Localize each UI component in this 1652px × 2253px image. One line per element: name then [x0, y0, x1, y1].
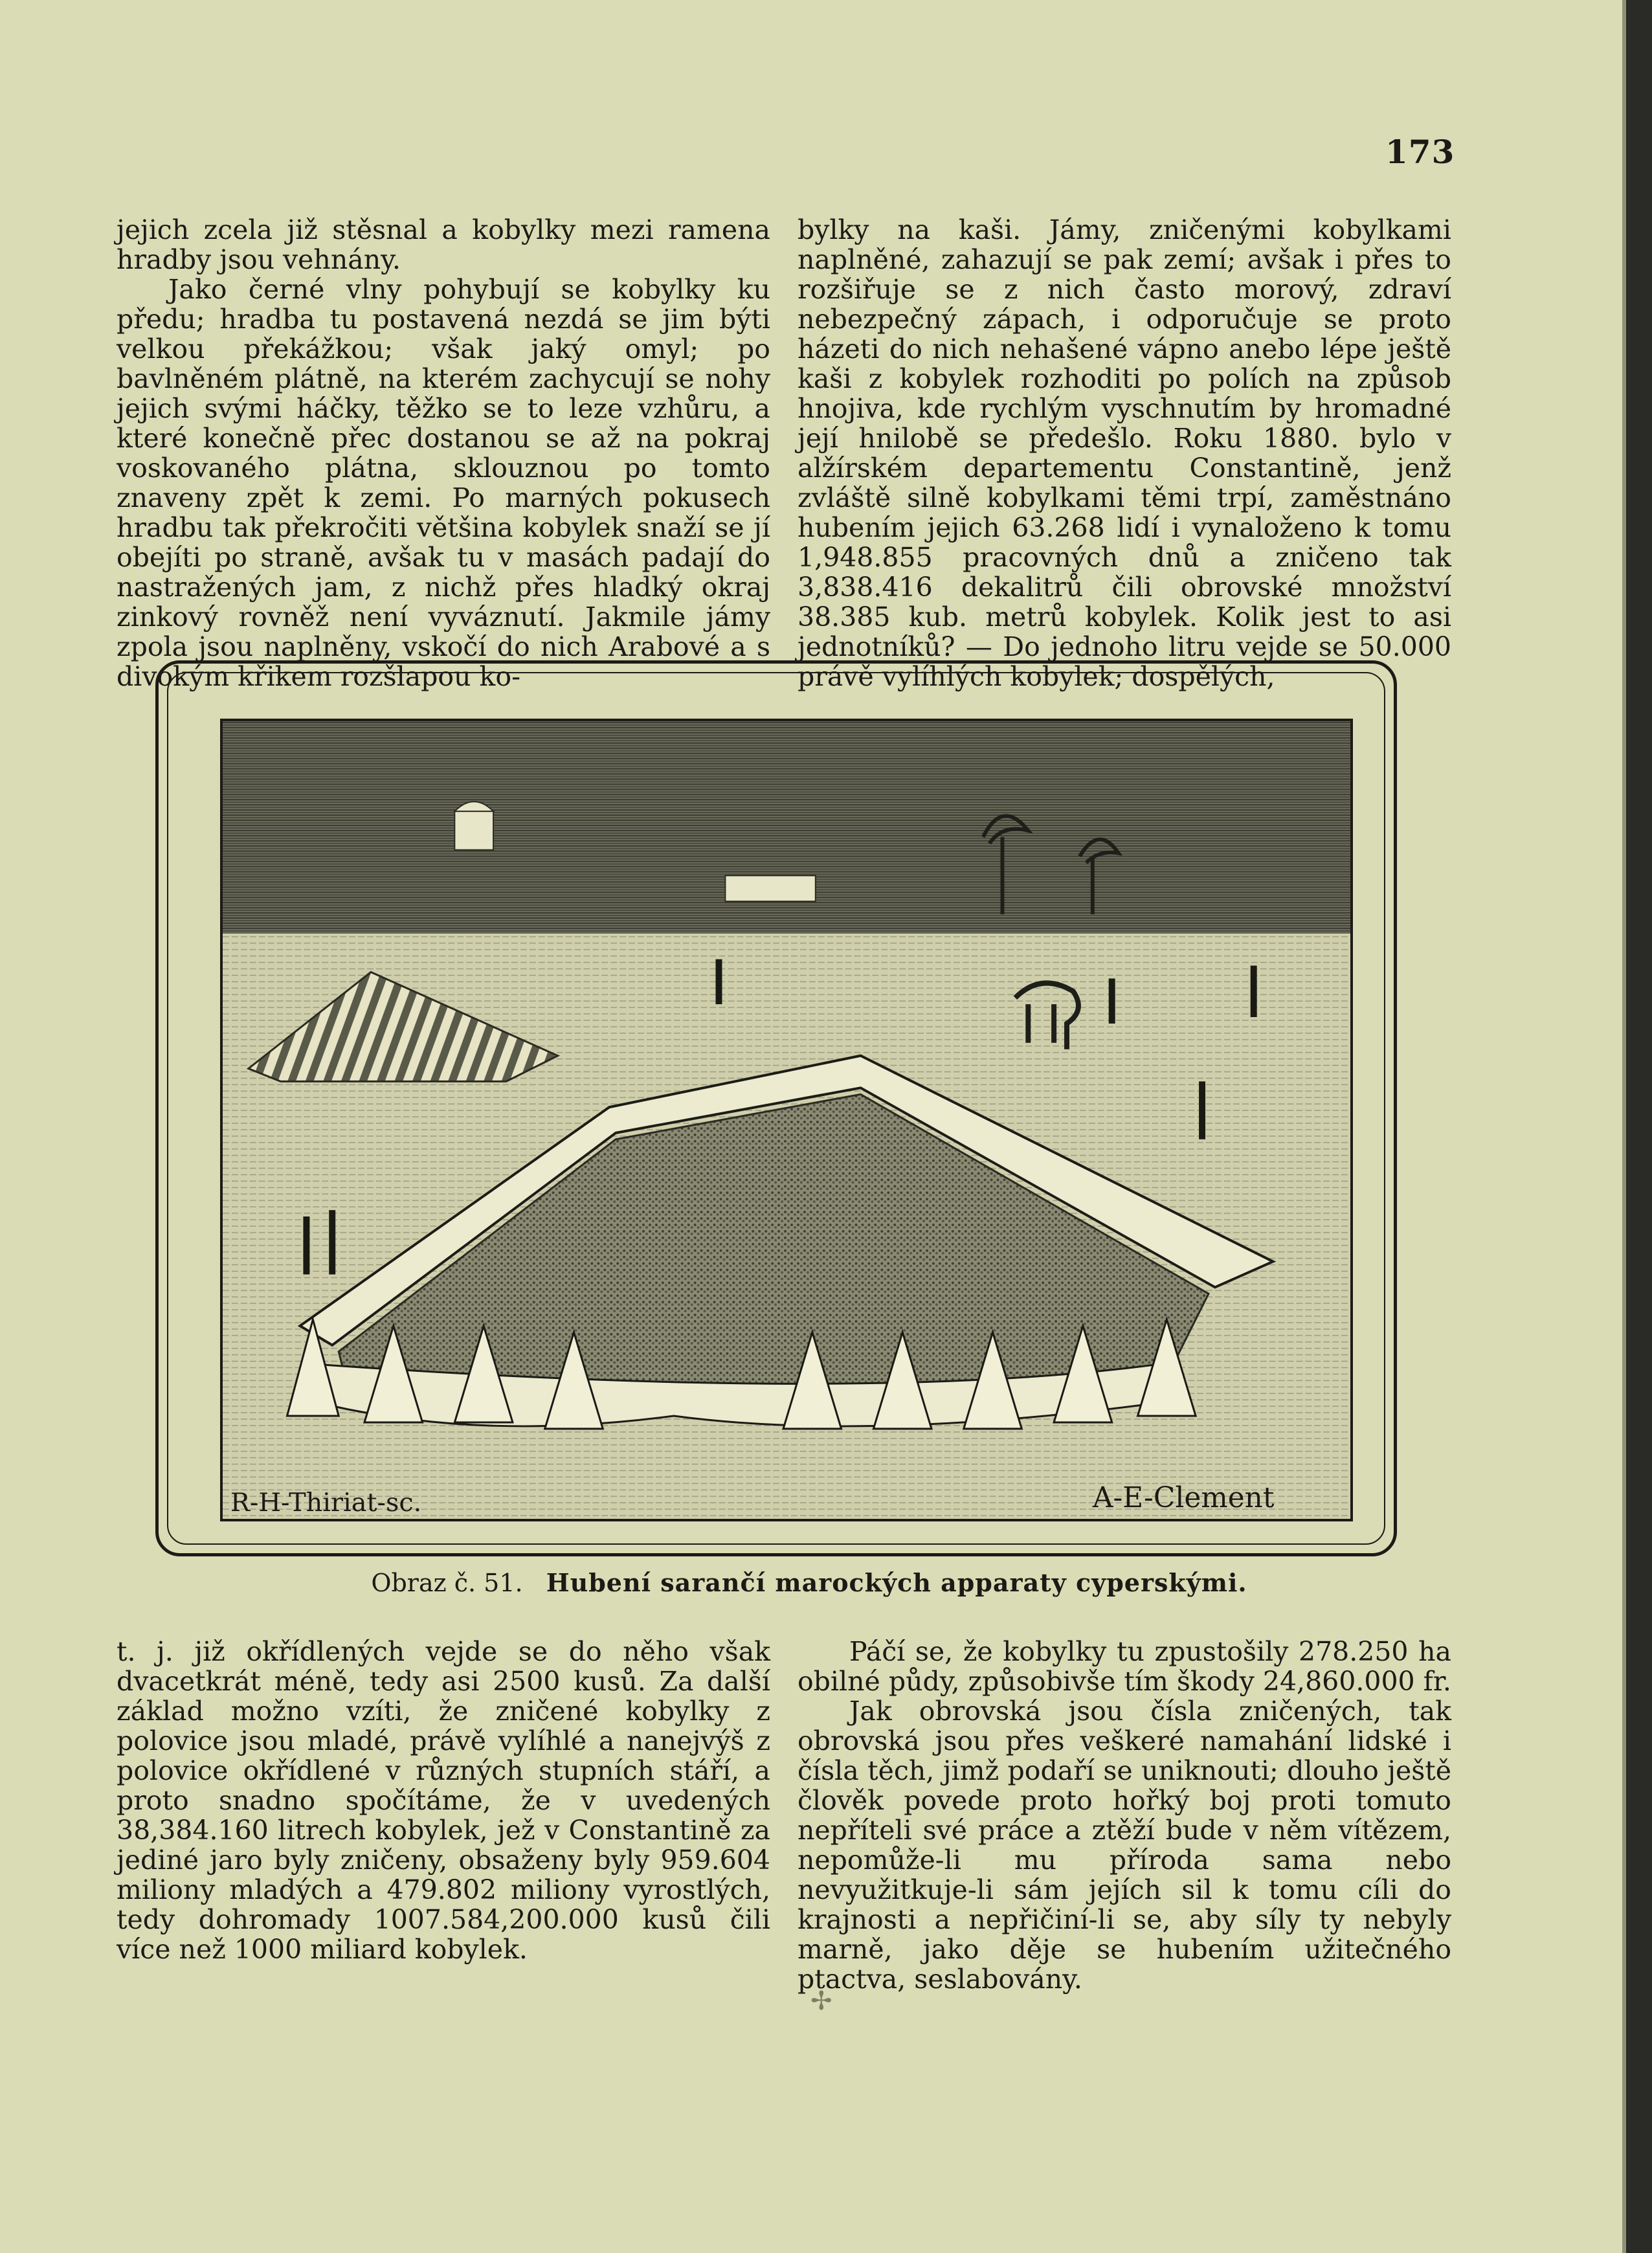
paragraph: Páčí se, že kobylky tu zpustošily 278.250 ha obilné půdy, způsobivše tím škody 24,860.000 fr. [798, 1636, 1451, 1697]
engraver-signature: R-H-Thiriat-sc. [230, 1488, 422, 1518]
distant-houses [725, 875, 815, 901]
text-column-top-left [117, 215, 770, 691]
figure-caption [0, 1568, 1618, 1597]
text-column-bottom-left [117, 1637, 770, 1964]
text-column-top-right [798, 215, 1451, 691]
paragraph: t. j. již okřídlených vejde se do něho však dvacetkrát méně, tedy asi 2500 kusů. Za další základ možno vzíti, že zničené kobylky z polovice jsou mladé, právě vylíhlé a nanejvýš z polovice okřídlené v různých stupních stáří, a proto snadno spočítáme, že v uvedených 38,384.160 litrech kobylek, jež v Constantině za jediné jaro byly zničeny, obsaženy byly 959.604 miliony mladých a 479.802 miliony vyrostlých, tedy dohromady 1007.584,200.000 kusů čili více než 1000 miliard kobylek. [117, 1636, 770, 1965]
caption-title: Hubení sarančí marockých apparaty cyperskými. [546, 1568, 1247, 1597]
paragraph: Jak obrovská jsou čísla zničených, tak obrovská jsou přes veškeré namahání lidské i čísla těch, jimž podaří se uniknouti; dlouho ještě člověk povede proto hořký boj proti tomuto nepříteli své práce a ztěží bude v něm vítězem, nepomůže-li mu příroda sama nebo nevyužitkuje-li sám jejích sil k tomu cíli do krajnosti a nepřičiní-li se, aby síly ty nebyly marně, jako děje se hubením užitečného ptactva, seslabovány. [798, 1696, 1451, 1995]
text-column-bottom-right [798, 1637, 1451, 1994]
distant-building [454, 811, 493, 850]
artist-signature: A-E-Clement [1092, 1481, 1275, 1515]
caption-number: Obraz č. 51. [371, 1569, 523, 1597]
engraving-illustration [220, 719, 1353, 1521]
page-number: 173 [1385, 133, 1455, 171]
ink-smudge: ✢ [810, 1986, 832, 2016]
paragraph: jejich zcela již stěsnal a kobylky mezi ramena hradby jsou vehnány. [117, 214, 770, 275]
page-edge-shadow [1626, 0, 1652, 2253]
paragraph: bylky na kaši. Jámy, zničenými kobylkami naplněné, zahazují se pak zemí; avšak i přes to rozšiřuje se z nich často morový, zdraví nebezpečný zápach, i odporučuje se proto házeti do nich nehašené vápno anebo lépe ještě kaši z kobylek rozhoditi po polích na způsob hnojiva, kde rychlým vyschnutím by hromadné její hnilobě se předešlo. Roku 1880. bylo v alžírském departementu Constantině, jenž zvláště silně kobylkami těmi trpí, zaměstnáno hubením jejich 63.268 lidí i vynaloženo k tomu 1,948.855 pracovných dnů a zničeno tak 3,838.416 dekalitrů čili obrovské množství 38.385 kub. metrů kobylek. Kolik jest to asi jednotníků? — Do jednoho litru vejde se 50.000 právě vylíhlých kobylek; dospělých, [798, 214, 1451, 692]
paragraph: Jako černé vlny pohybují se kobylky ku předu; hradba tu postavená nezdá se jim býti velkou překážkou; však jaký omyl; po bavlněném plátně, na kterém zachycují se nohy jejich svými háčky, těžko se to leze vzhůru, a které konečně přec dostanou se až na pokraj voskovaného plátna, sklouznou po tomto znaveny zpět k zemi. Po marných pokusech hradbu tak překročiti většina kobylek snaží se jí obejíti po straně, avšak tu v masách padají do nastražených jam, z nichž přes hladký okraj zinkový rovněž není vyváznutí. Jakmile jámy zpola jsou naplněny, vskočí do nich Arabové a s divokým křikem rozšlapou ko- [117, 274, 770, 692]
